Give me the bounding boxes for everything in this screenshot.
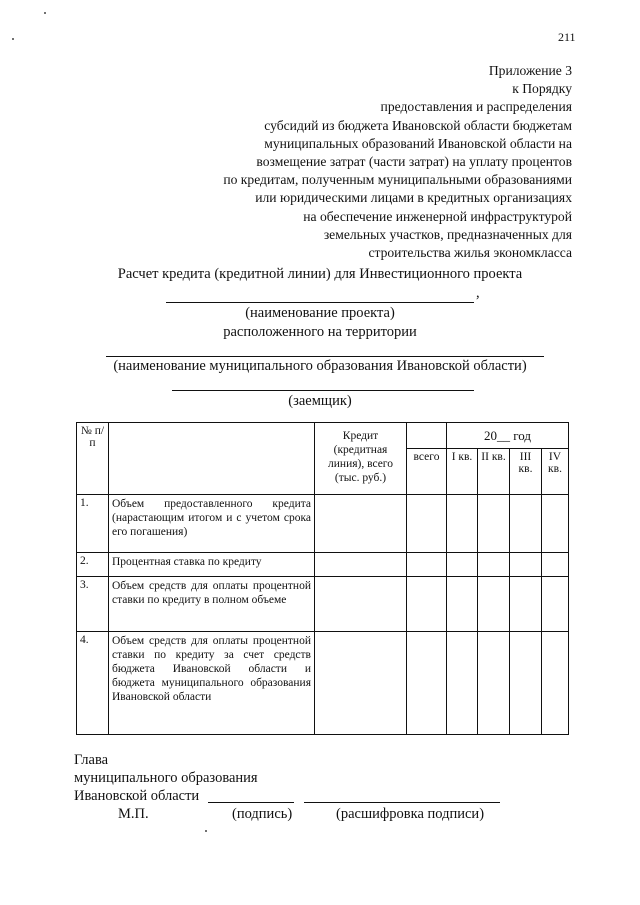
cell bbox=[447, 553, 478, 577]
appendix-line: по кредитам, полученным муниципальными образованиями bbox=[223, 172, 572, 188]
credit-table bbox=[76, 422, 569, 735]
header-credit: Кредит (кредитная линия), всего (тыс. руб.) bbox=[315, 423, 407, 495]
appendix-line: предоставления и распределения bbox=[380, 99, 572, 115]
header-blank bbox=[109, 423, 315, 495]
header-total: всего bbox=[407, 449, 447, 495]
appendix-line: субсидий из бюджета Ивановской области бюджетам bbox=[264, 117, 572, 133]
appendix-line: к Порядку bbox=[512, 81, 572, 97]
municipality-caption: (наименование муниципального образования Ивановской области) bbox=[113, 358, 527, 374]
cell bbox=[407, 577, 447, 632]
cell bbox=[542, 632, 569, 735]
row-label: Объем средств для оплаты процентной ставки по кредиту в полном объеме bbox=[109, 577, 315, 632]
municipality-line bbox=[106, 356, 544, 357]
scan-speck bbox=[12, 38, 14, 40]
cell bbox=[542, 577, 569, 632]
cell bbox=[478, 553, 510, 577]
row-num: 3. bbox=[77, 577, 109, 632]
page-number: 211 bbox=[558, 30, 576, 44]
cell bbox=[407, 632, 447, 735]
cell bbox=[542, 495, 569, 553]
cell bbox=[510, 632, 542, 735]
header-q4: IV кв. bbox=[542, 449, 569, 495]
table-row bbox=[77, 577, 569, 632]
cell bbox=[510, 495, 542, 553]
row-label: Объем предоставленного кредита (нарастающим итогом и с учетом срока его погашения) bbox=[109, 495, 315, 553]
header-year: 20__ год bbox=[447, 423, 569, 449]
header-q1: I кв. bbox=[447, 449, 478, 495]
decode-caption: (расшифровка подписи) bbox=[336, 806, 485, 822]
project-name-line bbox=[166, 302, 474, 303]
row-num: 1. bbox=[77, 495, 109, 553]
located-text: расположенного на территории bbox=[223, 324, 417, 340]
signature-line bbox=[208, 802, 294, 803]
table-row bbox=[77, 553, 569, 577]
row-num: 4. bbox=[77, 632, 109, 735]
signature-line-2: муниципального образования bbox=[74, 770, 258, 786]
scan-speck bbox=[205, 830, 207, 832]
cell bbox=[510, 577, 542, 632]
row-num: 2. bbox=[77, 553, 109, 577]
table-header-row bbox=[77, 423, 569, 449]
header-blank-year bbox=[407, 423, 447, 449]
header-q3: III кв. bbox=[510, 449, 542, 495]
table-row bbox=[77, 632, 569, 735]
signature-line-3: Ивановской области bbox=[74, 788, 200, 804]
cell bbox=[447, 577, 478, 632]
document-title: Расчет кредита (кредитной линии) для Инвестиционного проекта bbox=[117, 266, 523, 282]
stamp-label: М.П. bbox=[118, 806, 149, 822]
row-label: Процентная ставка по кредиту bbox=[109, 553, 315, 577]
cell bbox=[407, 553, 447, 577]
sign-caption: (подпись) bbox=[232, 806, 293, 822]
signature-line-1: Глава bbox=[74, 752, 109, 768]
cell bbox=[478, 632, 510, 735]
appendix-line: или юридическими лицами в кредитных организациях bbox=[255, 190, 572, 206]
appendix-line: Приложение 3 bbox=[488, 63, 572, 78]
cell bbox=[315, 632, 407, 735]
cell bbox=[315, 553, 407, 577]
appendix-header bbox=[112, 62, 572, 262]
scan-speck bbox=[44, 12, 46, 14]
cell bbox=[478, 495, 510, 553]
project-caption: (наименование проекта) bbox=[245, 305, 395, 321]
cell bbox=[447, 495, 478, 553]
cell bbox=[510, 553, 542, 577]
cell bbox=[447, 632, 478, 735]
header-num: № п/п bbox=[77, 423, 109, 495]
appendix-line: муниципальных образований Ивановской области на bbox=[264, 135, 572, 151]
header-q2: II кв. bbox=[478, 449, 510, 495]
borrower-caption: (заемщик) bbox=[288, 393, 352, 409]
cell bbox=[542, 553, 569, 577]
appendix-line: возмещение затрат (части затрат) на уплату процентов bbox=[256, 154, 572, 170]
borrower-line bbox=[172, 390, 474, 391]
appendix-line: земельных участков, предназначенных для bbox=[323, 226, 572, 242]
appendix-line: строительства жилья экономкласса bbox=[368, 245, 572, 261]
decode-line bbox=[304, 802, 500, 803]
table-row bbox=[77, 495, 569, 553]
title-line-comma: , bbox=[476, 285, 480, 301]
cell bbox=[407, 495, 447, 553]
row-label: Объем средств для оплаты процентной ставки по кредиту за счет средств бюджета Ивановской области и бюджета муниципального образования Ивановской области bbox=[109, 632, 315, 735]
appendix-line: на обеспечение инженерной инфраструктурой bbox=[303, 208, 572, 224]
cell bbox=[315, 577, 407, 632]
cell bbox=[315, 495, 407, 553]
cell bbox=[478, 577, 510, 632]
